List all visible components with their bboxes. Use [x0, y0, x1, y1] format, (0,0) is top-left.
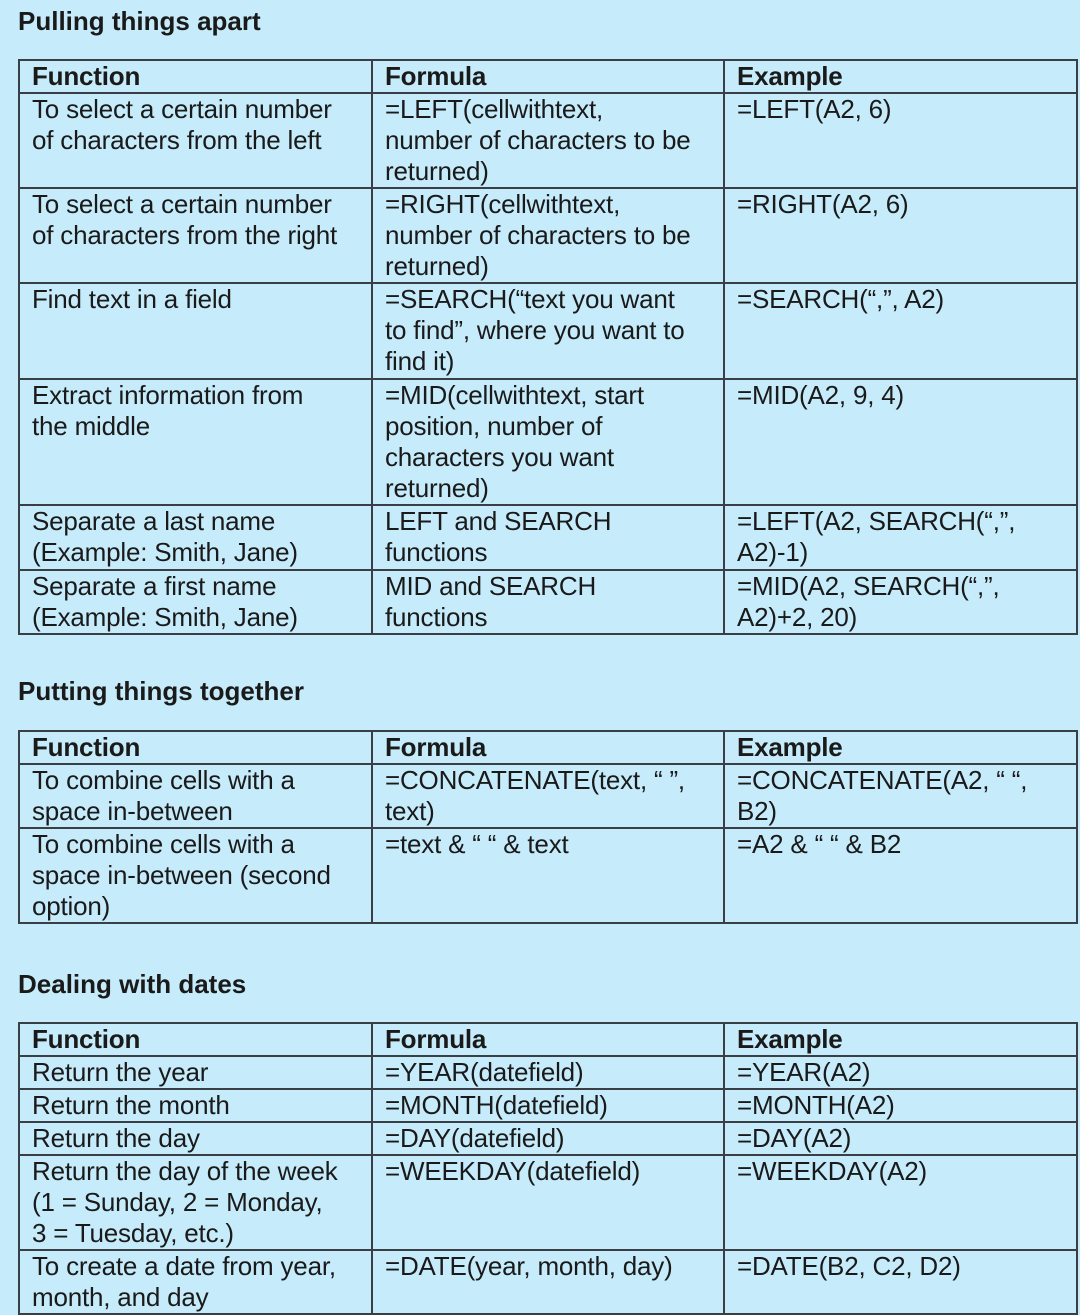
- formula-cell: LEFT and SEARCH functions: [372, 505, 724, 570]
- column-header: Formula: [372, 1023, 724, 1056]
- function-cell: Separate a first name (Example: Smith, Jane): [19, 570, 372, 634]
- function-cell: To combine cells with a space in-between (second option): [19, 828, 372, 923]
- table-header-row: [19, 1023, 1077, 1056]
- example-cell: =SEARCH(“,”, A2): [724, 283, 1077, 379]
- column-header: Function: [19, 731, 372, 764]
- example-cell: =RIGHT(A2, 6): [724, 188, 1077, 283]
- example-cell: =MONTH(A2): [724, 1089, 1077, 1122]
- formula-cell: =MID(cellwithtext, start position, number of characters you want returned): [372, 379, 724, 505]
- putting-things-together-table: [18, 730, 1078, 924]
- function-cell: To combine cells with a space in-between: [19, 764, 372, 828]
- pulling-things-apart-table: [18, 59, 1078, 635]
- table-row: [19, 283, 1077, 379]
- column-header: Formula: [372, 731, 724, 764]
- function-cell: To select a certain number of characters from the left: [19, 93, 372, 188]
- formula-cell: =YEAR(datefield): [372, 1056, 724, 1089]
- column-header: Function: [19, 60, 372, 93]
- formula-cell: =DAY(datefield): [372, 1122, 724, 1155]
- formula-cell: =LEFT(cellwithtext, number of characters to be returned): [372, 93, 724, 188]
- function-cell: Return the day: [19, 1122, 372, 1155]
- example-cell: =MID(A2, 9, 4): [724, 379, 1077, 505]
- table-row: [19, 505, 1077, 570]
- table-row: [19, 764, 1077, 828]
- formula-cell: =SEARCH(“text you want to find”, where you want to find it): [372, 283, 724, 379]
- formula-cell: =MONTH(datefield): [372, 1089, 724, 1122]
- column-header: Example: [724, 731, 1077, 764]
- example-cell: =CONCATENATE(A2, “ “, B2): [724, 764, 1077, 828]
- table-row: [19, 1155, 1077, 1250]
- column-header: Example: [724, 60, 1077, 93]
- function-cell: Return the year: [19, 1056, 372, 1089]
- formula-cell: =DATE(year, month, day): [372, 1250, 724, 1314]
- formula-cell: MID and SEARCH functions: [372, 570, 724, 634]
- example-cell: =YEAR(A2): [724, 1056, 1077, 1089]
- function-cell: Return the day of the week (1 = Sunday, 2 = Monday, 3 = Tuesday, etc.): [19, 1155, 372, 1250]
- table-row: [19, 188, 1077, 283]
- function-cell: Extract information from the middle: [19, 379, 372, 505]
- function-cell: Return the month: [19, 1089, 372, 1122]
- table-row: [19, 828, 1077, 923]
- section-heading-putting-things-together: Putting things together: [18, 676, 304, 706]
- function-cell: Find text in a field: [19, 283, 372, 379]
- example-cell: =A2 & “ “ & B2: [724, 828, 1077, 923]
- example-cell: =LEFT(A2, SEARCH(“,”, A2)-1): [724, 505, 1077, 570]
- table-row: [19, 1056, 1077, 1089]
- column-header: Formula: [372, 60, 724, 93]
- example-cell: =DATE(B2, C2, D2): [724, 1250, 1077, 1314]
- example-cell: =WEEKDAY(A2): [724, 1155, 1077, 1250]
- table-row: [19, 93, 1077, 188]
- function-cell: Separate a last name (Example: Smith, Jane): [19, 505, 372, 570]
- formula-cell: =CONCATENATE(text, “ ”, text): [372, 764, 724, 828]
- table-row: [19, 1089, 1077, 1122]
- table-row: [19, 570, 1077, 634]
- section-heading-pulling-things-apart: Pulling things apart: [18, 6, 261, 36]
- table-row: [19, 379, 1077, 505]
- section-heading-dealing-with-dates: Dealing with dates: [18, 969, 247, 999]
- example-cell: =LEFT(A2, 6): [724, 93, 1077, 188]
- column-header: Function: [19, 1023, 372, 1056]
- example-cell: =MID(A2, SEARCH(“,”, A2)+2, 20): [724, 570, 1077, 634]
- formula-cell: =RIGHT(cellwithtext, number of characters to be returned): [372, 188, 724, 283]
- table-row: [19, 1250, 1077, 1314]
- function-cell: To create a date from year, month, and day: [19, 1250, 372, 1314]
- function-cell: To select a certain number of characters from the right: [19, 188, 372, 283]
- example-cell: =DAY(A2): [724, 1122, 1077, 1155]
- dealing-with-dates-table: [18, 1022, 1078, 1315]
- table-header-row: [19, 60, 1077, 93]
- formula-cell: =text & “ “ & text: [372, 828, 724, 923]
- table-header-row: [19, 731, 1077, 764]
- column-header: Example: [724, 1023, 1077, 1056]
- table-row: [19, 1122, 1077, 1155]
- formula-cell: =WEEKDAY(datefield): [372, 1155, 724, 1250]
